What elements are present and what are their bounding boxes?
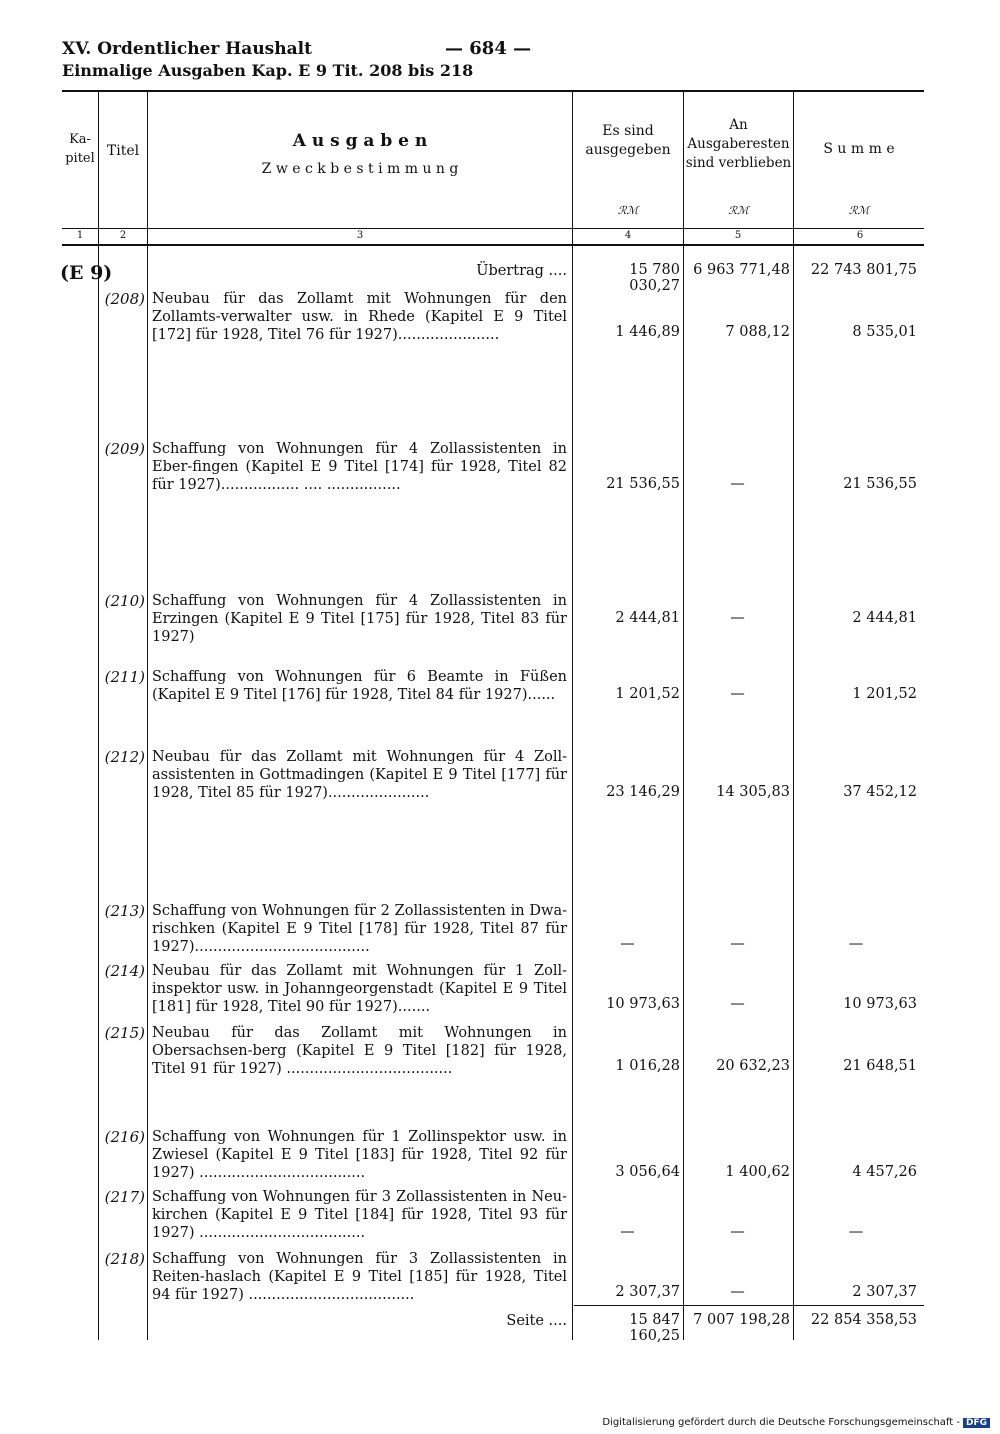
row-summe: 4 457,26 bbox=[852, 1164, 917, 1180]
row-description: Neubau für das Zollamt mit Wohnungen für den Zollamts-verwalter usw. in Rhede (Kapitel E 9 Titel [172] für 1928, Titel 76 für 1927)...................... bbox=[152, 291, 567, 343]
col-number-4: 4 bbox=[624, 230, 632, 241]
row-ausgegeben: 1 016,28 bbox=[615, 1058, 680, 1074]
row-summe: 2 307,37 bbox=[852, 1284, 917, 1300]
page-header bbox=[62, 38, 473, 82]
dfg-logo: DFG bbox=[963, 1418, 990, 1428]
row-summe: 2 444,81 bbox=[852, 610, 917, 626]
row-summe: 21 648,51 bbox=[843, 1058, 917, 1074]
col-divider-5 bbox=[793, 90, 794, 1340]
row-titel: (211) bbox=[104, 668, 145, 686]
row-ausgabereste: 14 305,83 bbox=[716, 784, 790, 800]
col-header-ausgegeben: Es sind ausgegeben bbox=[585, 123, 671, 158]
header-bottom-rule bbox=[62, 244, 924, 246]
row-description: Schaffung von Wohnungen für 4 Zollassistenten in Erzingen (Kapitel E 9 Titel [175] für 1928, Titel 83 für 1927) bbox=[152, 593, 567, 645]
row-description: Neubau für das Zollamt mit Wohnungen für 1 Zoll-inspektor usw. in Johanngeorgenstadt (Kapitel E 9 Titel [181] für 1928, Titel 90 für 1927)....... bbox=[152, 963, 567, 1015]
row-summe: — bbox=[848, 936, 864, 952]
col-header-titel: Titel bbox=[106, 143, 140, 159]
kapitel-label: (E 9) bbox=[60, 262, 113, 284]
col-header-zweck: Z w e c k b e s t i m m u n g bbox=[261, 161, 459, 177]
row-titel: (208) bbox=[104, 290, 145, 308]
sum-rule bbox=[574, 1305, 924, 1306]
row-ausgegeben: 1 446,89 bbox=[615, 324, 680, 340]
row-titel: (214) bbox=[104, 962, 145, 980]
row-ausgegeben: 2 307,37 bbox=[615, 1284, 680, 1300]
row-summe: 37 452,12 bbox=[843, 784, 917, 800]
row-ausgabereste: 20 632,23 bbox=[716, 1058, 790, 1074]
row-summe: — bbox=[848, 1224, 864, 1240]
row-ausgabereste: — bbox=[730, 1284, 745, 1300]
col-number-2: 2 bbox=[119, 230, 127, 241]
unit-label-6: ℛℳ bbox=[848, 204, 870, 217]
row-ausgabereste: — bbox=[730, 936, 745, 952]
row-ausgegeben: 21 536,55 bbox=[606, 476, 680, 492]
row-description: Schaffung von Wohnungen für 1 Zollinspektor usw. in Zwiesel (Kapitel E 9 Titel [183] für 1928, Titel 92 für 1927) .................................... bbox=[152, 1129, 567, 1181]
uebertrag-ausgabereste: 6 963 771,48 bbox=[693, 262, 790, 278]
col-number-3: 3 bbox=[356, 230, 364, 241]
row-description: Schaffung von Wohnungen für 2 Zollassistenten in Dwa-rischken (Kapitel E 9 Titel [178] für 1928, Titel 87 für 1927)...................................... bbox=[152, 903, 567, 955]
col-header-ausgabereste: An Ausgaberesten sind verblieben bbox=[685, 117, 792, 171]
unit-label-5: ℛℳ bbox=[728, 204, 749, 217]
row-titel: (212) bbox=[104, 748, 145, 766]
row-description: Schaffung von Wohnungen für 6 Beamte in Füßen (Kapitel E 9 Titel [176] für 1928, Titel 84 für 1927)...... bbox=[152, 669, 567, 703]
seite-ausgabereste: 7 007 198,28 bbox=[693, 1312, 790, 1328]
row-titel: (218) bbox=[104, 1250, 145, 1268]
row-titel: (215) bbox=[104, 1024, 145, 1042]
row-ausgegeben: 2 444,81 bbox=[615, 610, 680, 626]
col-number-1: 1 bbox=[76, 230, 84, 241]
footer-text: Digitalisierung gefördert durch die Deutsche Forschungsgemeinschaft - bbox=[602, 1417, 960, 1428]
row-description: Neubau für das Zollamt mit Wohnungen in Obersachsen-berg (Kapitel E 9 Titel [182] für 1928, Titel 91 für 1927) .................................... bbox=[152, 1025, 567, 1077]
row-titel: (209) bbox=[104, 440, 145, 458]
row-description: Schaffung von Wohnungen für 3 Zollassistenten in Reiten-haslach (Kapitel E 9 Titel [185] für 1928, Titel 94 für 1927) .................................... bbox=[152, 1251, 567, 1303]
section-subtitle: Einmalige Ausgaben Kap. E 9 Tit. 208 bis 218 bbox=[62, 61, 474, 80]
section-title: XV. Ordentlicher Haushalt bbox=[62, 39, 312, 59]
row-ausgegeben: 10 973,63 bbox=[606, 996, 680, 1012]
row-summe: 1 201,52 bbox=[852, 686, 917, 702]
row-ausgabereste: — bbox=[730, 996, 745, 1012]
header-mid-rule bbox=[62, 228, 924, 229]
unit-label-4: ℛℳ bbox=[617, 204, 639, 217]
row-titel: (216) bbox=[104, 1128, 145, 1146]
row-ausgegeben: — bbox=[620, 936, 635, 952]
row-ausgabereste: 1 400,62 bbox=[725, 1164, 790, 1180]
page-number: — 684 — bbox=[445, 38, 532, 59]
row-description: Schaffung von Wohnungen für 3 Zollassistenten in Neu-kirchen (Kapitel E 9 Titel [184] für 1928, Titel 93 für 1927) .................................... bbox=[152, 1189, 567, 1241]
row-summe: 21 536,55 bbox=[843, 476, 917, 492]
col-header-summe: S u m m e bbox=[823, 141, 895, 157]
row-ausgabereste: — bbox=[730, 476, 745, 492]
col-divider-3 bbox=[572, 90, 573, 1340]
col-number-6: 6 bbox=[856, 230, 864, 241]
row-titel: (213) bbox=[104, 902, 145, 920]
row-ausgabereste: — bbox=[730, 686, 745, 702]
row-ausgegeben: 23 146,29 bbox=[606, 784, 680, 800]
uebertrag-ausgegeben: 15 780 030,27 bbox=[629, 262, 680, 294]
seite-ausgegeben: 15 847 160,25 bbox=[629, 1312, 680, 1344]
row-titel: (210) bbox=[104, 592, 145, 610]
row-summe: 10 973,63 bbox=[843, 996, 917, 1012]
row-description: Schaffung von Wohnungen für 4 Zollassistenten in Eber-fingen (Kapitel E 9 Titel [174] für 1928, Titel 82 für 1927)................. .... ................ bbox=[152, 441, 567, 493]
row-ausgegeben: 1 201,52 bbox=[615, 686, 680, 702]
row-ausgegeben: 3 056,64 bbox=[615, 1164, 680, 1180]
digitization-footer bbox=[602, 1417, 990, 1428]
uebertrag-summe: 22 743 801,75 bbox=[810, 262, 917, 278]
col-divider-2 bbox=[147, 90, 148, 1340]
seite-summe: 22 854 358,53 bbox=[810, 1312, 917, 1328]
uebertrag-label: Übertrag .... bbox=[476, 263, 567, 279]
col-divider-4 bbox=[683, 90, 684, 1340]
row-ausgegeben: — bbox=[620, 1224, 635, 1240]
row-ausgabereste: — bbox=[730, 1224, 745, 1240]
col-header-ausgaben: A u s g a b e n bbox=[292, 131, 428, 151]
seite-label: Seite .... bbox=[506, 1313, 567, 1329]
row-description: Neubau für das Zollamt mit Wohnungen für 4 Zoll-assistenten in Gottmadingen (Kapitel E 9 Titel [177] für 1928, Titel 85 für 1927)...................... bbox=[152, 749, 567, 801]
table-top-rule bbox=[62, 90, 924, 92]
row-ausgabereste: 7 088,12 bbox=[725, 324, 790, 340]
col-header-kapitel: Ka- pitel bbox=[65, 132, 95, 166]
row-titel: (217) bbox=[104, 1188, 145, 1206]
col-number-5: 5 bbox=[734, 230, 742, 241]
row-summe: 8 535,01 bbox=[852, 324, 917, 340]
row-ausgabereste: — bbox=[730, 610, 745, 626]
